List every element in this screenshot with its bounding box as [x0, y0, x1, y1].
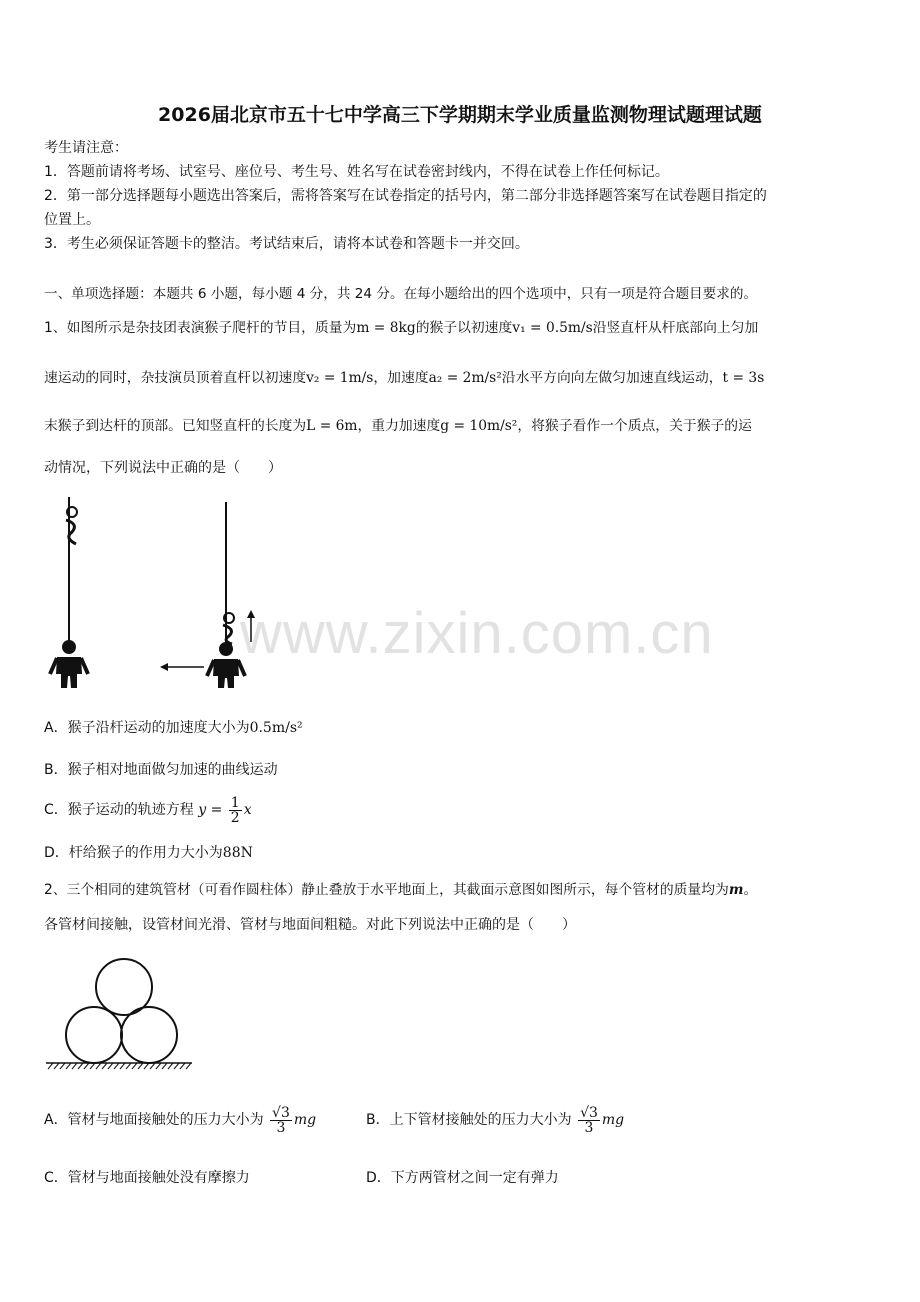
watermark: www.zixin.com.cn: [240, 601, 714, 666]
q1-option-c: C．猴子运动的轨迹方程 y = $\frac{1}{2}$ x: [44, 794, 252, 826]
performer-left-icon: [50, 640, 88, 688]
q2-option-d: D．下方两管材之间一定有弹力: [366, 1170, 559, 1186]
page-title: 2026届北京市五十七中学高三下学期期末学业质量监测物理试题理试题: [158, 104, 762, 126]
notice-item-1: 1．答题前请将考场、试室号、座位号、考生号、姓名写在试卷密封线内，不得在试卷上作任何标记。: [44, 164, 669, 180]
notice-item-2: 2．第一部分选择题每小题选出答案后，需将答案写在试卷指定的括号内，第二部分非选择题答案写在试卷题目指定的: [44, 188, 767, 204]
notice-item-2-cont: 位置上。: [44, 212, 100, 228]
gravity-value: g = 10m/s²: [440, 418, 518, 434]
mass-value: m = 8kg: [356, 320, 416, 336]
q2-line-1: 2、三个相同的建筑管材（可看作圆柱体）静止叠放于水平地面上，其截面示意图如图所示，每个管材的质量均为m。: [44, 882, 758, 898]
length-value: L = 6m: [306, 418, 358, 434]
section-heading: 一、单项选择题：本题共 6 小题，每小题 4 分，共 24 分。在每小题给出的四个选项中，只有一项是符合题目要求的。: [44, 286, 758, 302]
q1-line-4: 动情况，下列说法中正确的是（ ）: [44, 460, 282, 476]
q2-option-a: A．管材与地面接触处的压力大小为 $\frac{√3}{3}$ mg: [44, 1104, 317, 1136]
left-arrow-icon: [160, 663, 204, 671]
notice-item-3: 3．考生必须保证答题卡的整洁。考试结束后，请将本试卷和答题卡一并交回。: [44, 236, 529, 252]
bottom-left-pipe: [66, 1007, 122, 1063]
q1-line-1: 1、如图所示是杂技团表演猴子爬杆的节目，质量为m = 8kg的猴子以初速度v₁ = 0.5m/s沿竖直杆从杆底部向上匀加: [44, 320, 759, 336]
notice-heading: 考生请注意：: [44, 140, 128, 156]
v2-value: v₂ = 1m/s: [306, 370, 374, 386]
bottom-right-pipe: [121, 1007, 177, 1063]
q1-option-b: B．猴子相对地面做匀加速的曲线运动: [44, 762, 278, 778]
q2-option-c: C．管材与地面接触处没有摩擦力: [44, 1170, 250, 1186]
monkey-top-icon: [66, 507, 77, 544]
fraction-one-half: $\frac{1}{2}$: [230, 794, 240, 826]
q2-option-b: B．上下管材接触处的压力大小为 $\frac{√3}{3}$ mg: [366, 1104, 625, 1136]
pipes-figure: [44, 952, 194, 1072]
q2-line-2: 各管材间接触，设管材间光滑、管材与地面间粗糙。对此下列说法中正确的是（ ）: [44, 917, 576, 933]
option-d-value: 88N: [222, 845, 253, 861]
a2-value: a₂ = 2m/s²: [428, 370, 502, 386]
fraction-sqrt3-over-3-b: $\frac{√3}{3}$: [580, 1104, 598, 1136]
q1-line-3: 末猴子到达杆的顶部。已知竖直杆的长度为L = 6m，重力加速度g = 10m/s²，将猴子看作一个质点，关于猴子的运: [44, 418, 752, 434]
v1-value: v₁ = 0.5m/s: [512, 320, 593, 336]
monkey-pole-figure: [44, 492, 264, 692]
monkey-bottom-icon: [223, 613, 234, 644]
fraction-sqrt3-over-3-a: $\frac{√3}{3}$: [272, 1104, 290, 1136]
q1-option-a: A．猴子沿杆运动的加速度大小为0.5m/s²: [44, 720, 303, 736]
q1-line-2: 速运动的同时，杂技演员顶着直杆以初速度v₂ = 1m/s，加速度a₂ = 2m/s²沿水平方向向左做匀加速直线运动，t = 3s: [44, 370, 765, 386]
q1-option-d: D．杆给猴子的作用力大小为88N: [44, 845, 253, 861]
ground-hatch: [48, 1063, 191, 1069]
time-value: t = 3s: [722, 370, 765, 386]
option-a-value: 0.5m/s²: [249, 720, 303, 736]
